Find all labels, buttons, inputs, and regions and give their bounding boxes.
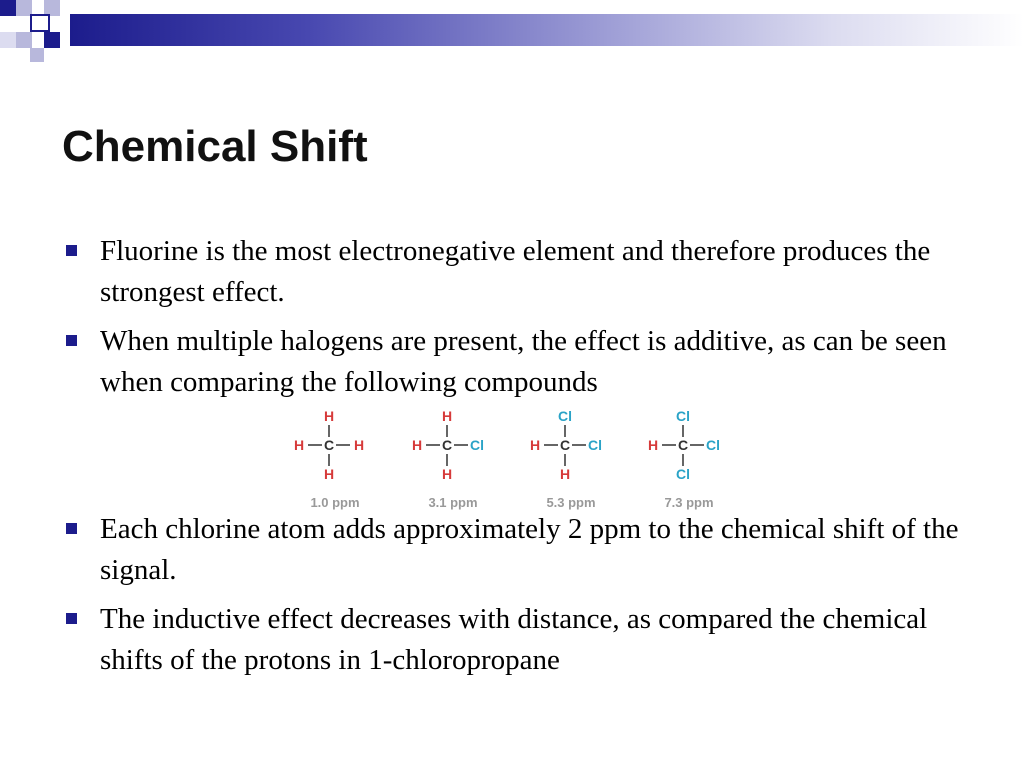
atom-center: C — [559, 437, 571, 453]
header-square — [30, 48, 44, 62]
ppm-value: 7.3 ppm — [664, 495, 714, 510]
atom-left: H — [411, 437, 423, 453]
square-bullet-icon — [66, 613, 77, 624]
ppm-value: 3.1 ppm — [428, 495, 478, 510]
atom-bottom: H — [323, 466, 335, 482]
slide-title: Chemical Shift — [62, 122, 368, 171]
ppm-value: 1.0 ppm — [310, 495, 360, 510]
atom-top: H — [441, 408, 453, 424]
structural-formula — [526, 402, 616, 514]
bullet-item — [62, 509, 962, 591]
bullet-item — [62, 599, 962, 681]
atom-right: H — [353, 437, 365, 453]
atom-left: H — [293, 437, 305, 453]
bullet-item — [62, 231, 962, 313]
square-bullet-icon — [66, 335, 77, 346]
header-square — [0, 0, 16, 16]
atom-left: H — [647, 437, 659, 453]
header-square-outline — [30, 14, 50, 32]
header-square — [16, 32, 32, 48]
atom-center: C — [441, 437, 453, 453]
bullet-text: Each chlorine atom adds approximately 2 ppm to the chemical shift of the signal. — [100, 513, 959, 586]
structural-formula — [644, 402, 734, 514]
atom-right: Cl — [706, 437, 720, 453]
atom-left: H — [529, 437, 541, 453]
atom-bottom: H — [559, 466, 571, 482]
atom-right: Cl — [470, 437, 484, 453]
header-square — [44, 32, 60, 48]
bullet-text: The inductive effect decreases with distance, as compared the chemical shifts of the protons in 1-chloropropane — [100, 603, 928, 676]
header-gradient-bar — [70, 14, 1024, 46]
atom-right: Cl — [588, 437, 602, 453]
atom-bottom: H — [441, 466, 453, 482]
bullet-list-bottom — [62, 509, 962, 689]
atom-top: H — [323, 408, 335, 424]
bullet-text: When multiple halogens are present, the effect is additive, as can be seen when comparing the following compounds — [100, 325, 947, 398]
square-bullet-icon — [66, 523, 77, 534]
atom-top: Cl — [558, 408, 572, 424]
bullet-list-top — [62, 231, 962, 411]
square-bullet-icon — [66, 245, 77, 256]
atom-bottom: Cl — [676, 466, 690, 482]
structural-formula — [408, 402, 498, 514]
compound-structures — [290, 402, 740, 514]
atom-top: Cl — [676, 408, 690, 424]
bullet-item — [62, 321, 962, 403]
bullet-text: Fluorine is the most electronegative element and therefore produces the strongest effect. — [100, 235, 931, 308]
atom-center: C — [677, 437, 689, 453]
ppm-value: 5.3 ppm — [546, 495, 596, 510]
header-square — [0, 32, 16, 48]
atom-center: C — [323, 437, 335, 453]
structural-formula — [290, 402, 380, 514]
